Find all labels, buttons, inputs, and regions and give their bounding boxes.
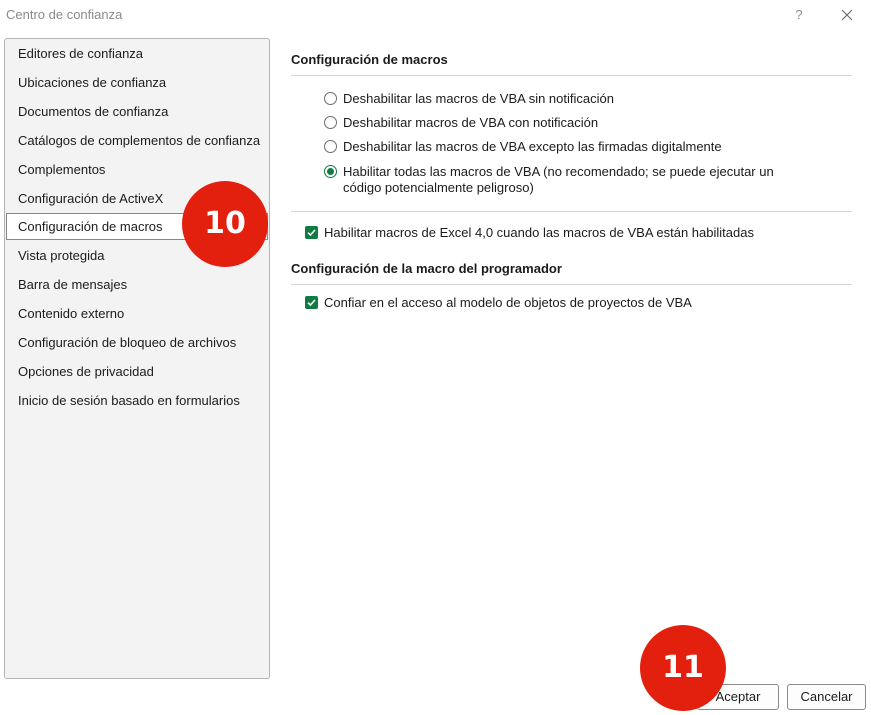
- cancel-button[interactable]: Cancelar: [787, 684, 866, 710]
- checkbox-checked-icon[interactable]: [305, 226, 318, 239]
- sidebar-item-bloqueo-archivos[interactable]: Configuración de bloqueo de archivos: [18, 335, 237, 350]
- developer-section-title: Configuración de la macro del programador: [291, 261, 562, 276]
- checkbox-checked-icon[interactable]: [305, 296, 318, 309]
- title-bar: [0, 0, 871, 30]
- radio-label: Habilitar todas las macros de VBA (no recomendado; se puede ejecutar un código potencialmente peligroso): [343, 164, 774, 195]
- radio-button[interactable]: [324, 116, 337, 129]
- sidebar-item-macros[interactable]: Configuración de macros: [6, 213, 268, 240]
- help-button[interactable]: ?: [795, 7, 803, 22]
- radio-button[interactable]: [324, 140, 337, 153]
- radio-button-selected[interactable]: [324, 165, 337, 178]
- ok-button[interactable]: Aceptar: [697, 684, 779, 710]
- sidebar-item-barra-mensajes[interactable]: Barra de mensajes: [18, 277, 128, 292]
- section-divider: [291, 211, 852, 212]
- radio-label: Deshabilitar las macros de VBA sin notificación: [343, 91, 614, 106]
- sidebar-item-contenido-externo[interactable]: Contenido externo: [18, 306, 125, 321]
- radio-button[interactable]: [324, 92, 337, 105]
- sidebar-item-documentos[interactable]: Documentos de confianza: [18, 104, 169, 119]
- macros-section-title: Configuración de macros: [291, 52, 448, 67]
- window-title: Centro de confianza: [6, 7, 123, 22]
- section-divider: [291, 75, 852, 76]
- sidebar-item-vista-protegida[interactable]: Vista protegida: [18, 248, 105, 263]
- step-badge-10: 10: [182, 181, 268, 267]
- checkbox-label: Habilitar macros de Excel 4,0 cuando las macros de VBA están habilitadas: [324, 225, 754, 240]
- checkbox-label: Confiar en el acceso al modelo de objetos de proyectos de VBA: [324, 295, 692, 310]
- sidebar-item-catalogos[interactable]: Catálogos de complementos de confianza: [18, 133, 261, 148]
- radio-label: Deshabilitar las macros de VBA excepto las firmadas digitalmente: [343, 139, 722, 154]
- sidebar-item-activex[interactable]: Configuración de ActiveX: [18, 191, 164, 206]
- section-divider: [291, 284, 852, 285]
- sidebar-item-privacidad[interactable]: Opciones de privacidad: [18, 364, 154, 379]
- close-icon[interactable]: [836, 4, 858, 26]
- sidebar-item-editores[interactable]: Editores de confianza: [18, 46, 144, 61]
- sidebar-item-complementos[interactable]: Complementos: [18, 162, 106, 177]
- radio-label: Deshabilitar macros de VBA con notificación: [343, 115, 599, 130]
- step-badge-11: 11: [640, 625, 726, 711]
- sidebar: [4, 38, 270, 679]
- sidebar-item-inicio-sesion[interactable]: Inicio de sesión basado en formularios: [18, 393, 240, 408]
- sidebar-item-ubicaciones[interactable]: Ubicaciones de confianza: [18, 75, 167, 90]
